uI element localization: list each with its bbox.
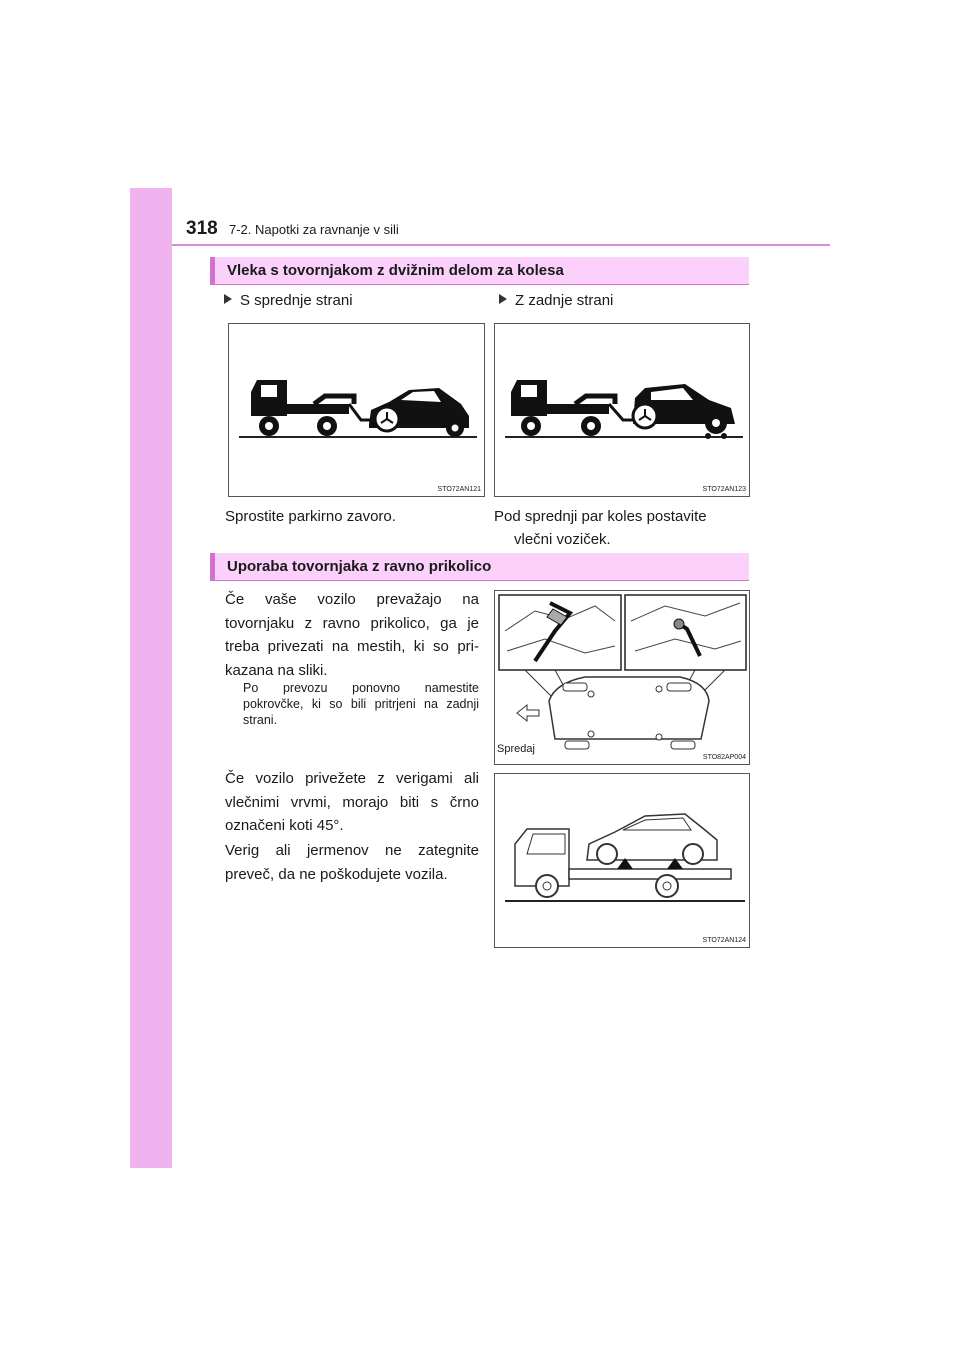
figure-flatbed-truck <box>494 773 750 948</box>
chapter-sidebar-tab <box>130 188 172 1168</box>
paragraph-flatbed-intro: Če vaše vozilo prevažajo na tovornjaku z ravno prikolico, ga je treba privezati na mestih, ki so pri-kazana na sliki. <box>225 591 479 679</box>
subheading-front-text: S sprednje strani <box>240 292 353 309</box>
figure-tie-down-points <box>494 590 750 765</box>
section-heading-flatbed <box>210 553 749 581</box>
figure-code: STO72AN121 <box>437 486 481 493</box>
section-heading-text: Vleka s tovornjakom z dvižnim delom za kolesa <box>227 262 564 279</box>
caption-rear-line2: vlečni voziček. <box>514 531 611 548</box>
tie-down-points-illustration <box>495 591 751 766</box>
subheading-rear-text: Z zadnje strani <box>515 292 614 309</box>
header-rule <box>172 244 830 246</box>
page-number: 318 <box>186 218 218 239</box>
section-heading-wheel-lift <box>210 257 749 285</box>
section-heading-text: Uporaba tovornjaka z ravno prikolico <box>227 558 492 575</box>
paragraph-chains: Če vozilo privežete z verigami ali vlečnimi vrvmi, morajo biti s črno označeni koti 45°. <box>225 770 479 834</box>
tow-truck-rear-illustration <box>495 324 751 498</box>
caption-front: Sprostite parkirno zavoro. <box>225 508 396 525</box>
triangle-bullet-icon <box>499 294 507 304</box>
figure-code: STO72AN123 <box>702 486 746 493</box>
label-front: Spredaj <box>497 743 535 755</box>
note-caps: Po prevozu ponovno namestite pokrovčke, ki so bili pritrjeni na zadnji strani. <box>243 681 479 727</box>
figure-code: STO82AP004 <box>702 754 746 761</box>
subheading-front <box>224 292 353 309</box>
triangle-bullet-icon <box>224 294 232 304</box>
tow-truck-front-illustration <box>229 324 486 498</box>
flatbed-truck-illustration <box>495 774 751 949</box>
figure-code: STO72AN124 <box>702 937 746 944</box>
figure-tow-front <box>228 323 485 497</box>
subheading-rear <box>499 292 613 309</box>
chapter-title: 7-2. Napotki za ravnanje v sili <box>229 222 399 237</box>
caption-rear-line1: Pod sprednji par koles postavite <box>494 508 707 525</box>
paragraph-tighten: Verig ali jermenov ne zategnite preveč, da ne poškodujete vozila. <box>225 842 479 883</box>
figure-tow-rear <box>494 323 750 497</box>
